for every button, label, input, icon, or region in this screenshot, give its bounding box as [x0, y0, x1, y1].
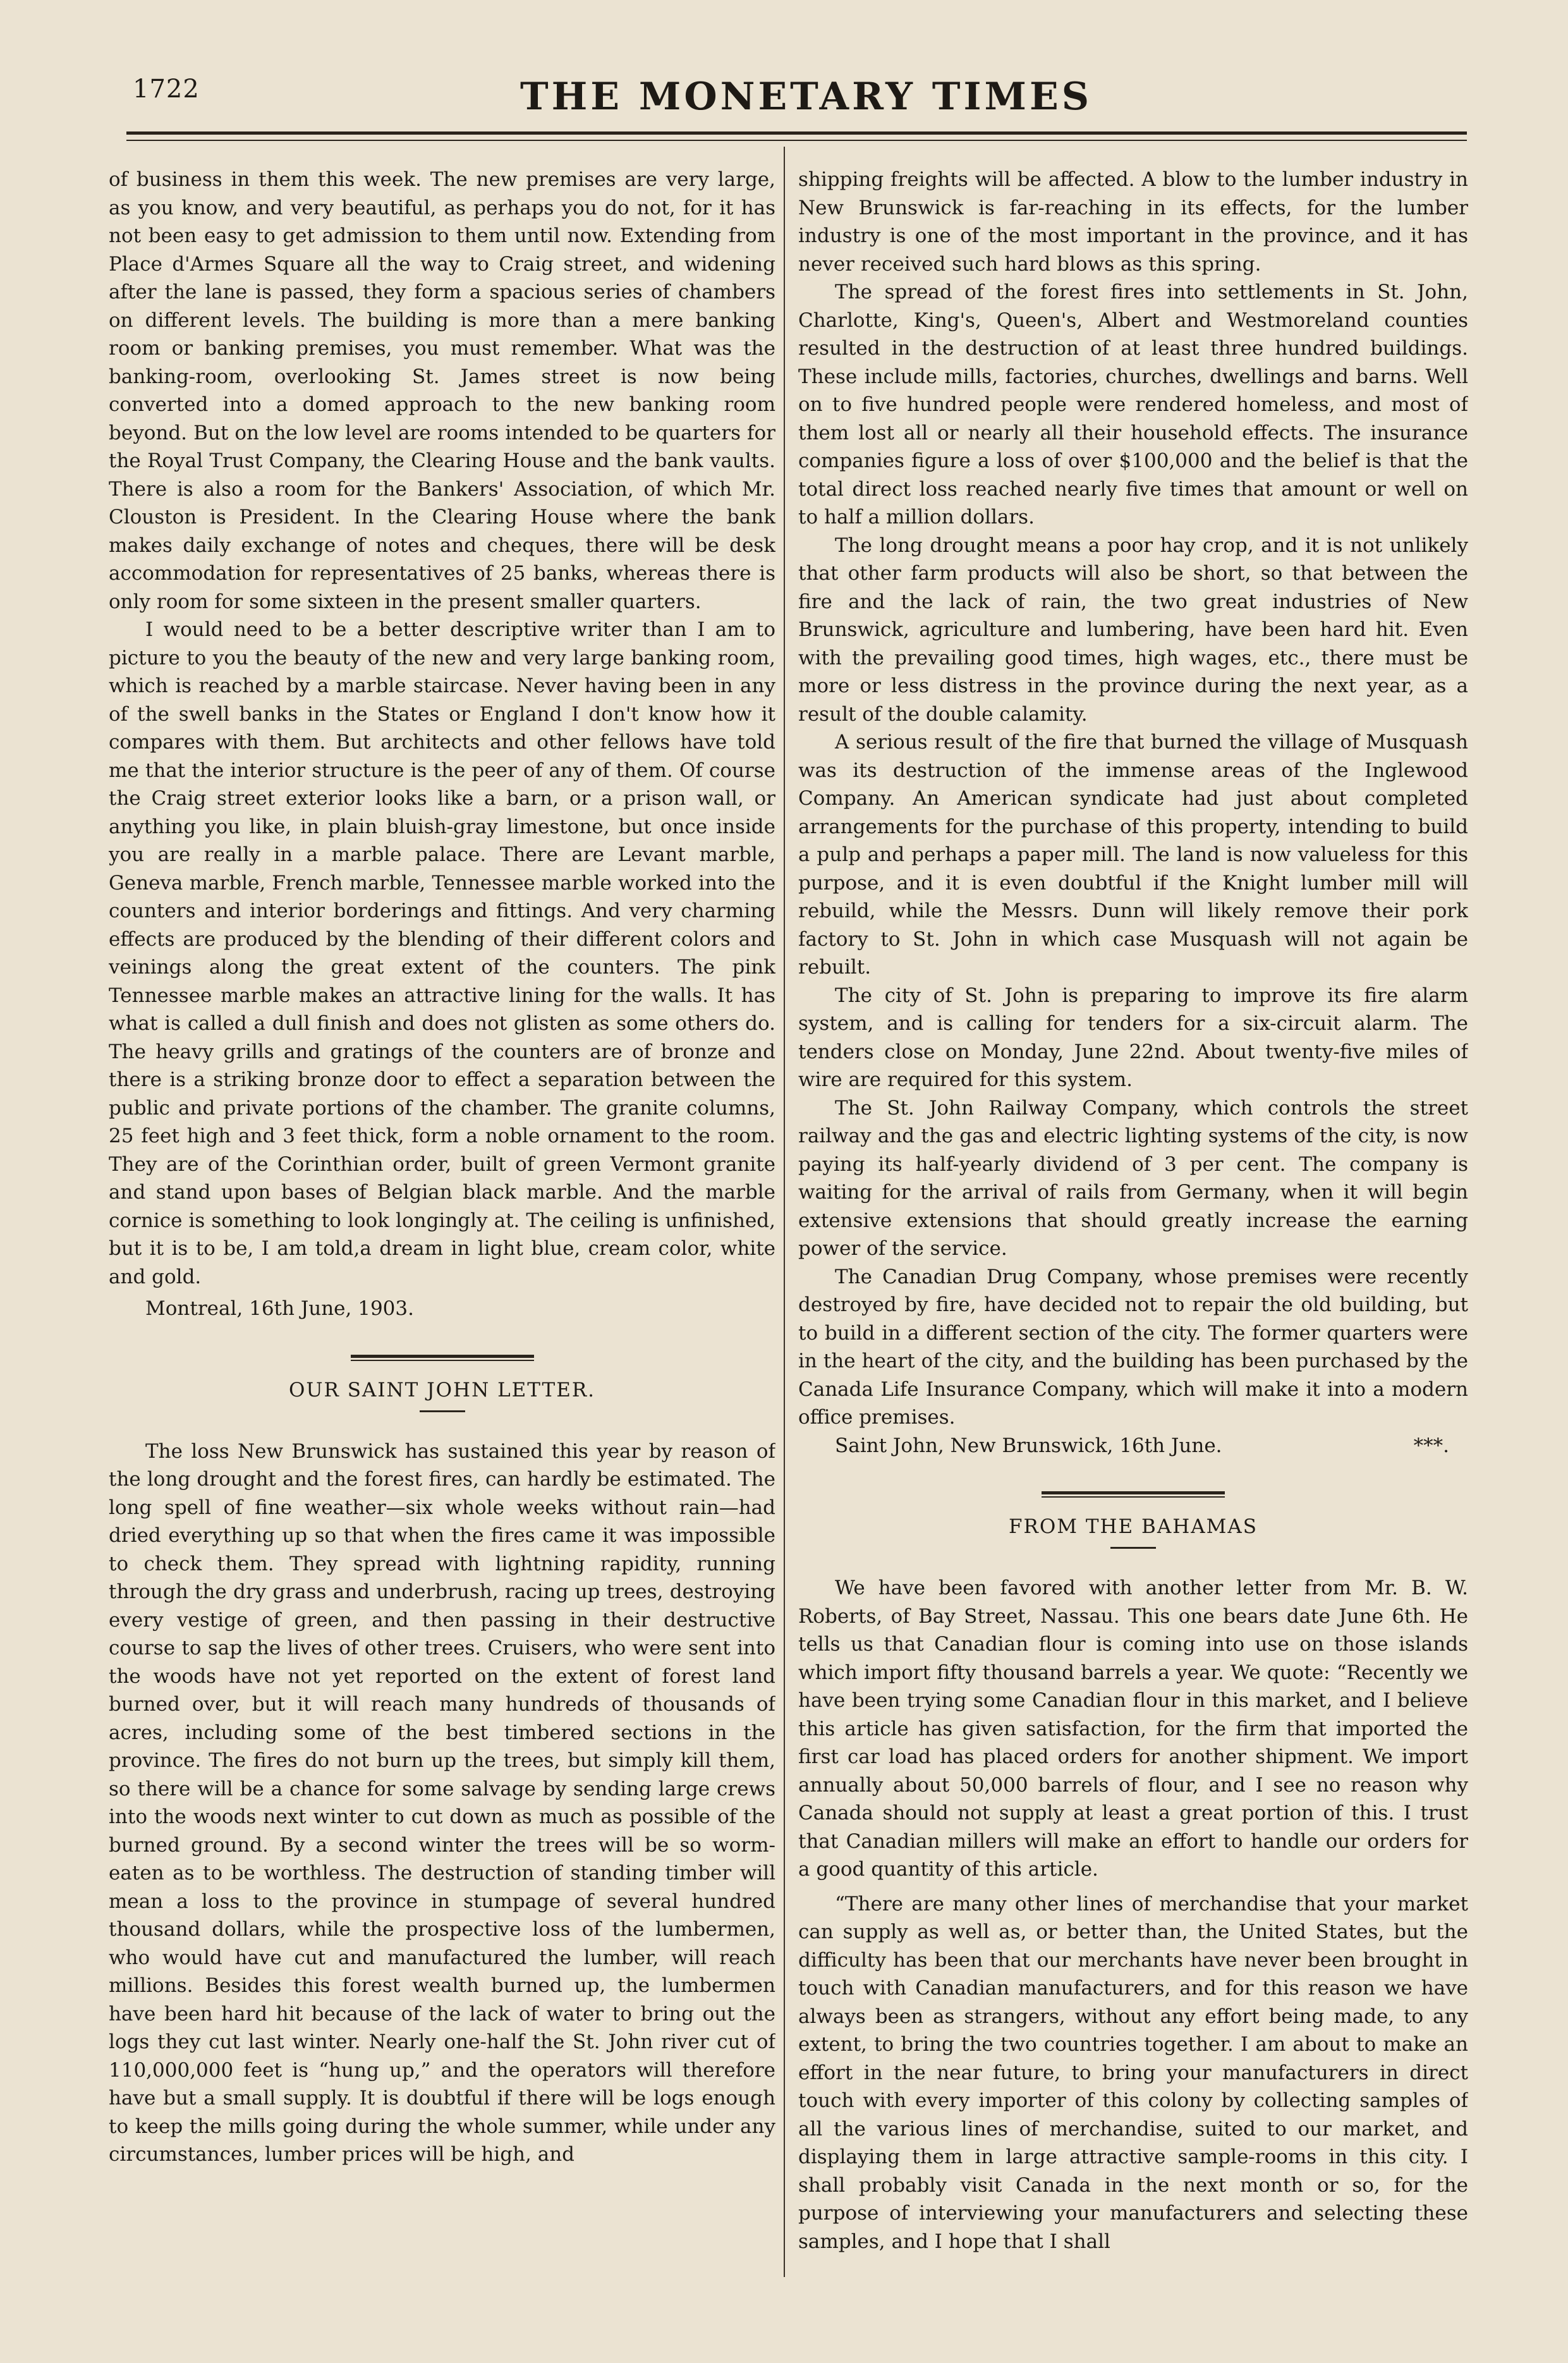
article-paragraph: I would need to be a better descriptive writer than I am to picture to you the beauty of the new and very large banking room, which is reached by a marble staircase. Never having been in any of the swell banks in the States or England I don't know how it compares with them. But architects and other fellows have told me that the interior structure is the peer of any of them. Of course the Craig street exterior looks like a barn, or a prison wall, or anything you like, in plain bluish-gray limestone, but once inside you are really in a marble palace. There are Levant marble, Geneva marble, French marble, Tennessee marble worked into the counters and interior borderings and fittings. And very charming effects are produced by the blending of their different colors and veinings along the great extent of the counters. The pink Tennessee marble makes an attractive lining for the walls. It has what is called a dull finish and does not glisten as some others do. The heavy grills and gratings of the counters are of bronze and there is a striking bronze door to effect a separation between the public and private portions of the chamber. The granite columns, 25 feet high and 3 feet thick, form a noble ornament to the room. They are of the Corinthian order, built of green Vermont granite and stand upon bases of Belgian black marble. And the marble cornice is something to look longingly at. The ceiling is unfinished, but it is to be, I am told,a dream in light blue, cream color, white and gold.	[109, 618, 775, 1288]
bahamas-heading: FROM THE BAHAMAS	[1008, 1515, 1258, 1538]
article-paragraph: A serious result of the fire that burned the village of Musquash was its destruction of the immense areas of the Inglewood Company. An American syndicate had just about completed arrangements for the purchase of this property, intending to build a pulp and perhaps a paper mill. The land is now valueless for this purpose, and it is even doubtful if the Knight lumber mill will rebuild, while the Messrs. Dunn will likely remove their pork factory to St. John in which case Musquash will not again be rebuilt.	[798, 731, 1468, 979]
left-column	[109, 166, 775, 2277]
article-paragraph: We have been favored with another letter from Mr. B. W. Roberts, of Bay Street, Nassau. This one bears date June 6th. He tells us that Canadian flour is coming into use on those islands which import fifty thousand barrels a year. We quote: “Recently we have been trying some Canadian flour in this market, and I believe this article has given satisfaction, for the firm that imported the first car load has placed orders for another shipment. We import annually about 50,000 barrels of flour, and I see no reason why Canada should not supply at least a great portion of this. I trust that Canadian millers will make an effort to handle our orders for a good quantity of this article.	[798, 1577, 1468, 1881]
article-paragraph: The city of St. John is preparing to improve its fire alarm system, and is calling for tenders for a six-circuit alarm. The tenders close on Monday, June 22nd. About twenty-five miles of wire are required for this system.	[798, 984, 1468, 1091]
article-paragraph: The long drought means a poor hay crop, and it is not unlikely that other farm products will also be short, so that between the fire and the lack of rain, the two great industries of New Brunswick, agriculture and lumbering, have been hard hit. Even with the prevailing good times, high wages, etc., there must be more or less distress in the province during the next year, as a result of the double calamity.	[798, 534, 1468, 726]
section-rule	[1042, 1491, 1225, 1498]
header-rule	[126, 131, 1467, 141]
article-paragraph: The spread of the forest fires into settlements in St. John, Charlotte, King's, Queen's, Albert and Westmoreland counties resulted in the destruction of at least three hundred buildings. These include mills, factories, churches, dwellings and barns. Well on to five hundred people were rendered homeless, and most of them lost all or nearly all their household effects. The insurance companies figure a loss of over $100,000 and the belief is that the total direct loss reached nearly five times that amount or well on to half a million dollars.	[798, 281, 1468, 528]
article-paragraph: of business in them this week. The new premises are very large, as you know, and very beautiful, as perhaps you do not, for it has not been easy to get admission to them until now. Extending from Place d'Armes Square all the way to Craig street, and widening after the lane is passed, they form a spacious series of chambers on different levels. The building is more than a mere banking room or banking premises, you must remember. What was the banking-room, overlooking St. James street is now being converted into a domed approach to the new banking room beyond. But on the low level are rooms intended to be quarters for the Royal Trust Company, the Clearing House and the bank vaults. There is also a room for the Bankers' Association, of which Mr. Clouston is President. In the Clearing House where the bank makes daily exchange of notes and cheques, there will be desk accommodation for representatives of 25 banks, whereas there is only room for some sixteen in the present smaller quarters.	[109, 168, 775, 613]
article-paragraph: shipping freights will be affected. A blow to the lumber industry in New Brunswick is far-reaching in its effects, for the lumber industry is one of the most important in the province, and it has never received such hard blows as this spring.	[798, 168, 1468, 276]
column-divider	[784, 147, 785, 2277]
montreal-dateline: Montreal, 16th June, 1903.	[145, 1297, 414, 1320]
saint-john-signature: ***.	[1413, 1434, 1449, 1457]
page-number: 1722	[133, 75, 200, 104]
article-paragraph: The St. John Railway Company, which controls the street railway and the gas and electric lighting systems of the city, is now paying its half-yearly dividend of 3 per cent. The company is waiting for the arrival of rails from Germany, when it will begin extensive extensions that should greatly increase the earning power of the service.	[798, 1096, 1468, 1260]
masthead-title: THE MONETARY TIMES	[520, 75, 1093, 119]
article-paragraph: The Canadian Drug Company, whose premises were recently destroyed by fire, have decided not to repair the old building, but to build in a different section of the city. The former quarters were in the heart of the city, and the building has been purchased by the Canada Life Insurance Company, which will make it into a modern office premises.	[798, 1265, 1468, 1429]
heading-rule	[1110, 1547, 1156, 1549]
saint-john-dateline: Saint John, New Brunswick, 16th June.	[835, 1434, 1222, 1457]
saint-john-heading: OUR SAINT JOHN LETTER.	[288, 1378, 596, 1401]
saint-john-signoff	[798, 1432, 1468, 1460]
heading-rule	[420, 1410, 465, 1412]
section-rule	[351, 1355, 534, 1361]
article-paragraph: The loss New Brunswick has sustained this year by reason of the long drought and the forest fires, can hardly be estimated. The long spell of fine weather—six whole weeks without rain—had dried everything up so that when the fires came it was impossible to check them. They spread with lightning rapidity, running through the dry grass and underbrush, racing up trees, destroying every vestige of green, and then passing in their destructive course to sap the lives of other trees. Cruisers, who were sent into the woods have not yet reported on the extent of forest land burned over, but it will reach many hundreds of thousands of acres, including some of the best timbered sections in the province. The fires do not burn up the trees, but simply kill them, so there will be a chance for some salvage by sending large crews into the woods next winter to cut down as much as possible of the burned ground. By a second winter the trees will be so worm-eaten as to be worthless. The destruction of standing timber will mean a loss to the province in stumpage of several hundred thousand dollars, while the prospective loss of the lumbermen, who would have cut and manufactured the lumber, will reach millions. Besides this forest wealth burned up, the lumbermen have been hard hit because of the lack of water to bring out the logs they cut last winter. Nearly one-half the St. John river cut of 110,000,000 feet is “hung up,” and the operators will therefore have but a small supply. It is doubtful if there will be logs enough to keep the mills going during the whole summer, while under any circumstances, lumber prices will be high, and	[109, 1439, 775, 2166]
article-paragraph: “There are many other lines of merchandise that your market can supply as well as, or better than, the United States, but the difficulty has been that our merchants have never been brought in touch with Canadian manufacturers, and for this reason we have always been as strangers, without any effort being made, to any extent, to bring the two countries together. I am about to make an effort in the near future, to bring your manufacturers in direct touch with every importer of this colony by collecting samples of all the various lines of merchandise, suited to our market, and displaying them in large attractive sample-rooms in this city. I shall probably visit Canada in the next month or so, for the purpose of interviewing your manufacturers and selecting these samples, and I hope that I shall	[798, 1892, 1468, 2253]
right-column	[798, 166, 1468, 2277]
